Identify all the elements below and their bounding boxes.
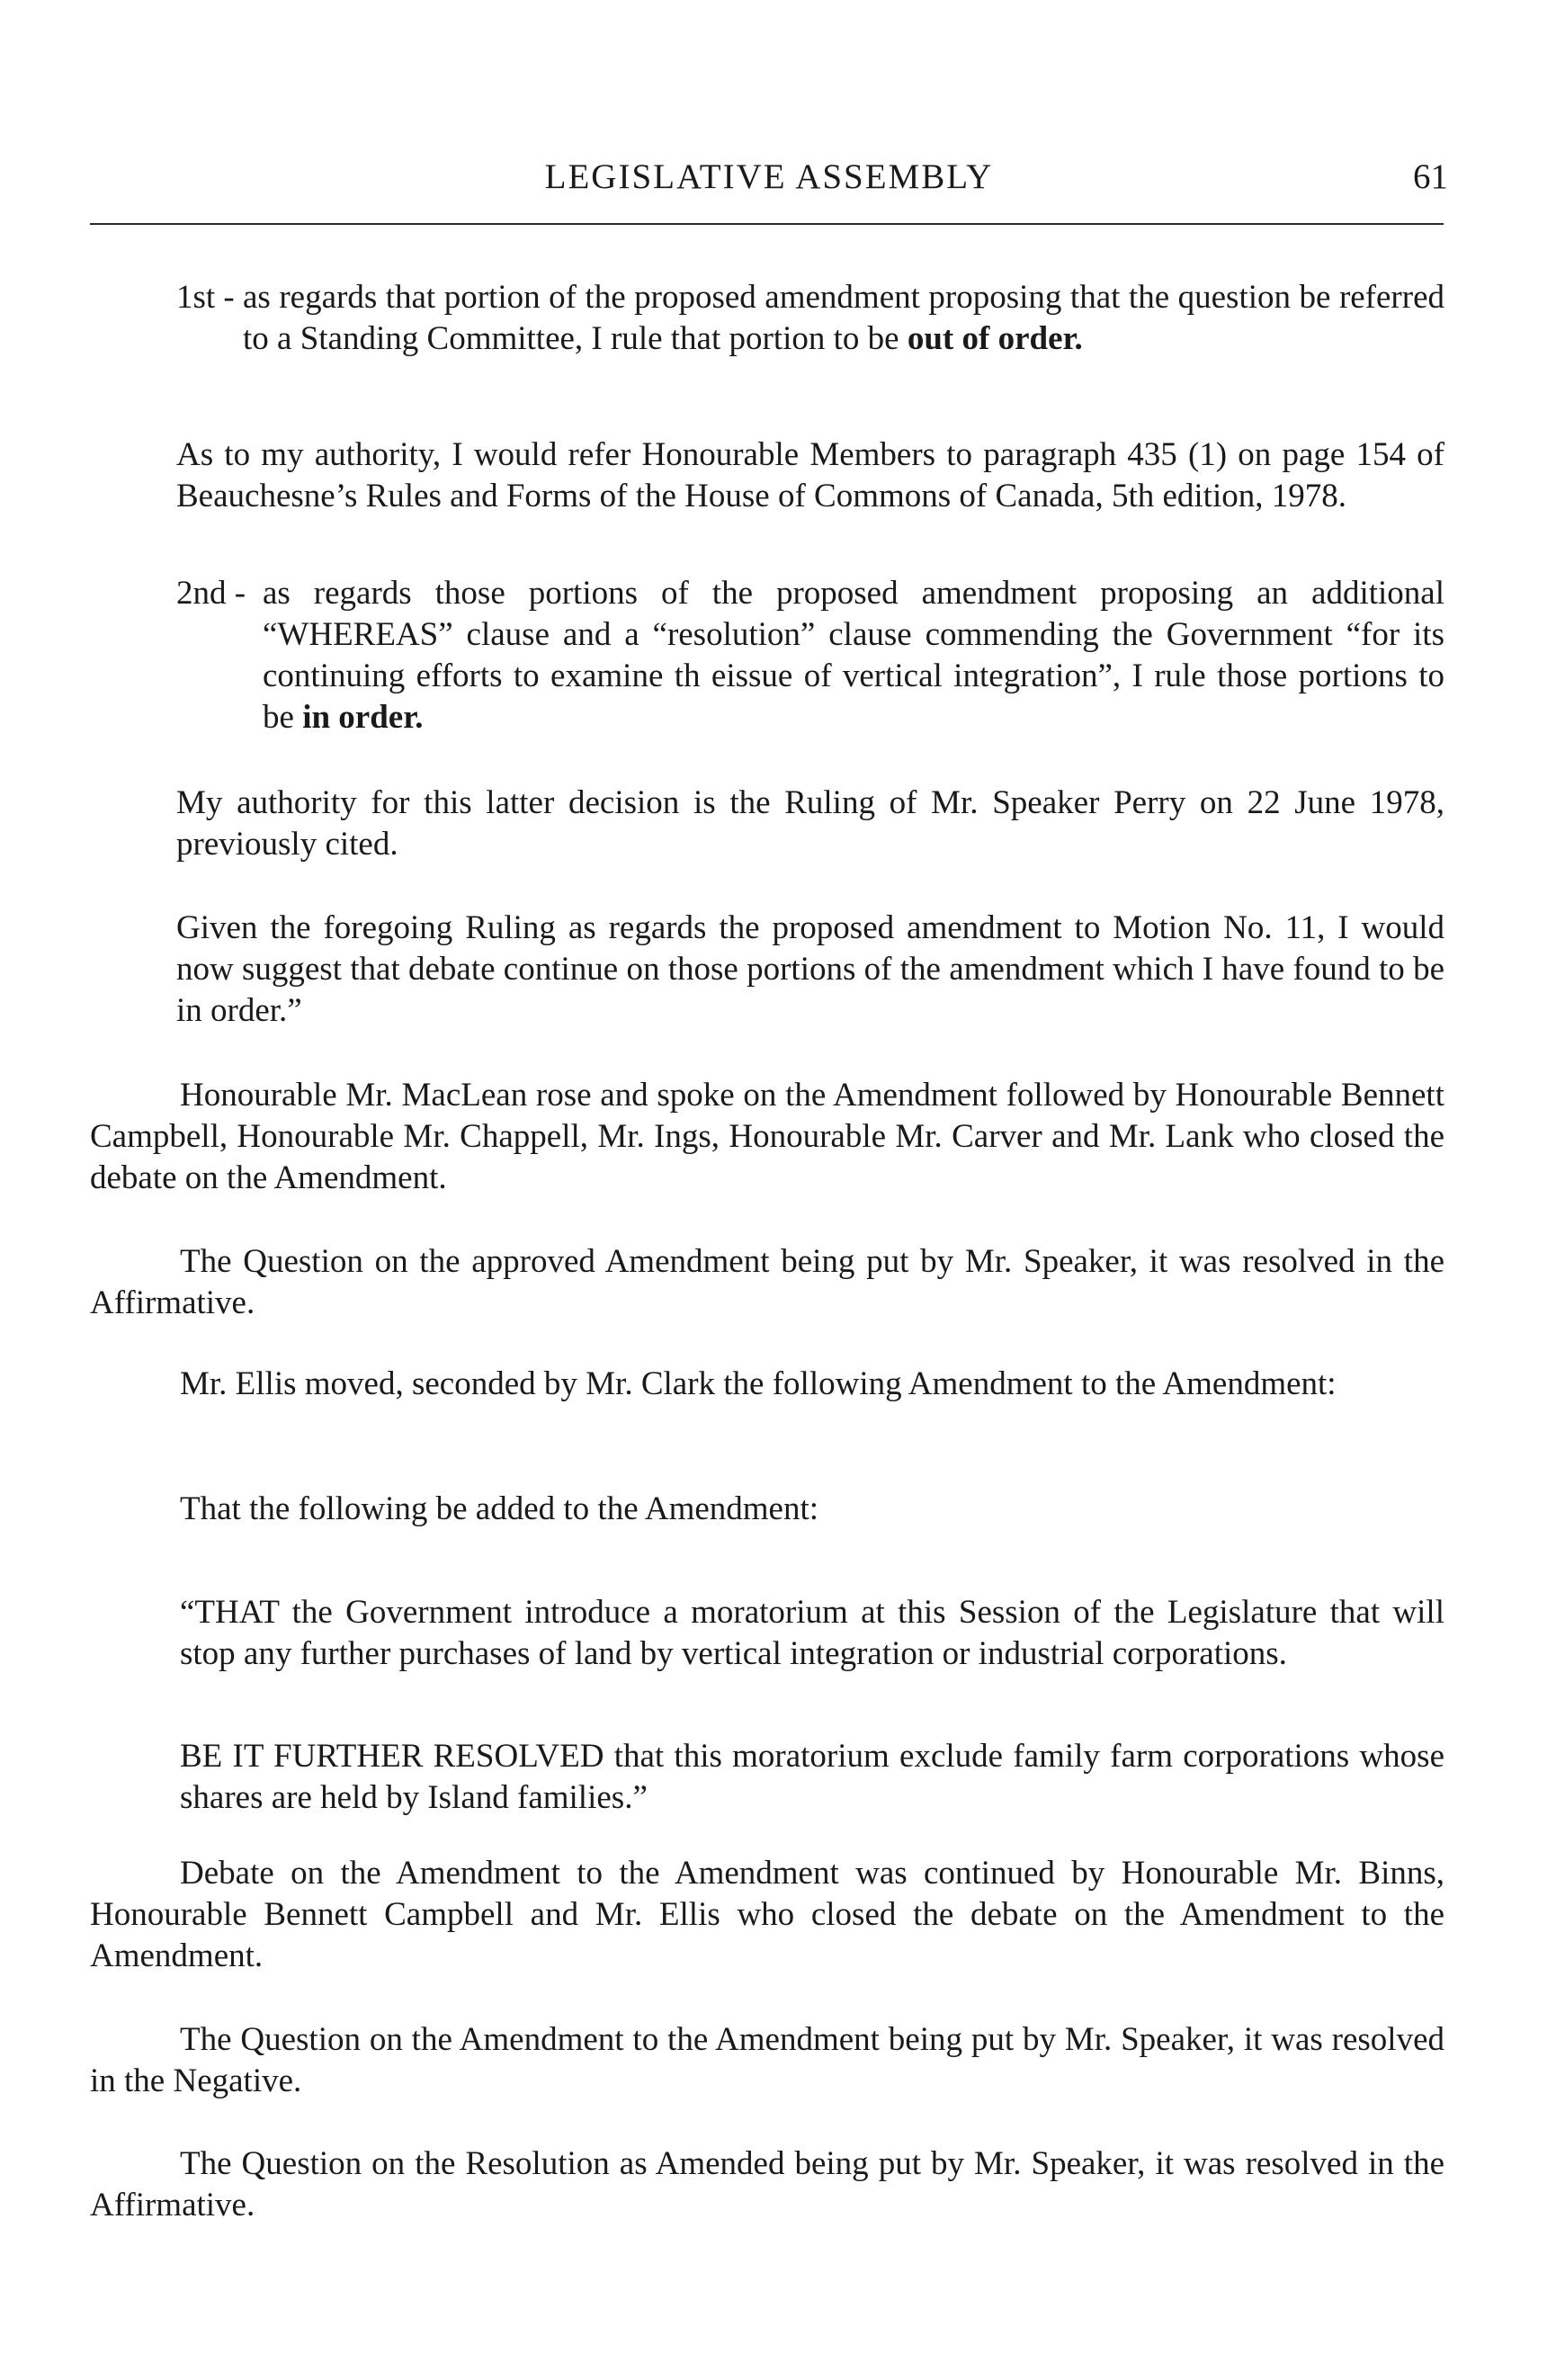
ruling-item-first (176, 277, 1444, 403)
item-body-second (263, 573, 1444, 738)
item-bold-second: in order. (302, 699, 424, 736)
paragraph-maclean-debate: Honourable Mr. MacLean rose and spoke on the Amendment followed by Honourable Bennett Campbell, Honourable Mr. Chappell, Mr. Ings, Honourable Mr. Carver and Mr. Lank who closed the debate on the Amendment. (90, 1077, 1444, 1196)
paragraph-authority: As to my authority, I would refer Honourable Members to paragraph 435 (1) on page 154 of Beauchesne’s Rules and Forms of the House of Commons of Canada, 5th edition, 1978. (176, 436, 1444, 514)
item-label-first: 1st - (176, 279, 235, 316)
paragraph-question-approved: The Question on the approved Amendment being put by Mr. Speaker, it was resolved in the Affirmative. (90, 1243, 1444, 1321)
paragraph-latter-decision: My authority for this latter decision is the Ruling of Mr. Speaker Perry on 22 June 1978, previously cited. (176, 784, 1444, 863)
paragraph-ellis-motion: Mr. Ellis moved, seconded by Mr. Clark the following Amendment to the Amendment: (180, 1365, 1337, 1402)
running-header (90, 155, 1448, 200)
paragraph-question-negative: The Question on the Amendment to the Amendment being put by Mr. Speaker, it was resolved in the Negative. (90, 2021, 1444, 2099)
paragraph-debate-amendment: Debate on the Amendment to the Amendment was continued by Honourable Mr. Binns, Honourable Bennett Campbell and Mr. Ellis who closed the debate on the Amendment to the Amendment. (90, 1855, 1444, 1974)
paragraph-question-affirmative: The Question on the Resolution as Amended being put by Mr. Speaker, it was resolved in the Affirmative. (90, 2145, 1444, 2223)
item-text-second: as regards those portions of the proposed amendment proposing an additional “WHEREAS” clause and a “resolution” clause commending the Government “for its continuing efforts to examine th eissue of vertical integration”, I rule those portions to be (263, 575, 1444, 736)
paragraph-further-resolved: BE IT FURTHER RESOLVED that this moratorium exclude family farm corporations whose shares are held by Island families.” (180, 1738, 1444, 1816)
item-text-first: as regards that portion of the proposed amendment proposing that the question be referred to a Standing Committee, I rule that portion to be (243, 279, 1444, 357)
page-number: 61 (1413, 157, 1448, 196)
item-body-first (243, 277, 1444, 360)
item-bold-first: out of order. (907, 320, 1083, 357)
paragraph-moratorium: “THAT the Government introduce a moratorium at this Session of the Legislature that will stop any further purchases of land by vertical integration or industrial corporations. (180, 1594, 1444, 1672)
header-title: LEGISLATIVE ASSEMBLY (544, 157, 994, 196)
ruling-item-second (176, 573, 1444, 739)
paragraph-that-following: That the following be added to the Amendment: (180, 1490, 819, 1527)
header-rule (90, 223, 1444, 225)
item-label-second: 2nd - (176, 575, 246, 612)
paragraph-given-ruling: Given the foregoing Ruling as regards the proposed amendment to Motion No. 11, I would now suggest that debate continue on those portions of the amendment which I have found to be in order.” (176, 909, 1444, 1029)
